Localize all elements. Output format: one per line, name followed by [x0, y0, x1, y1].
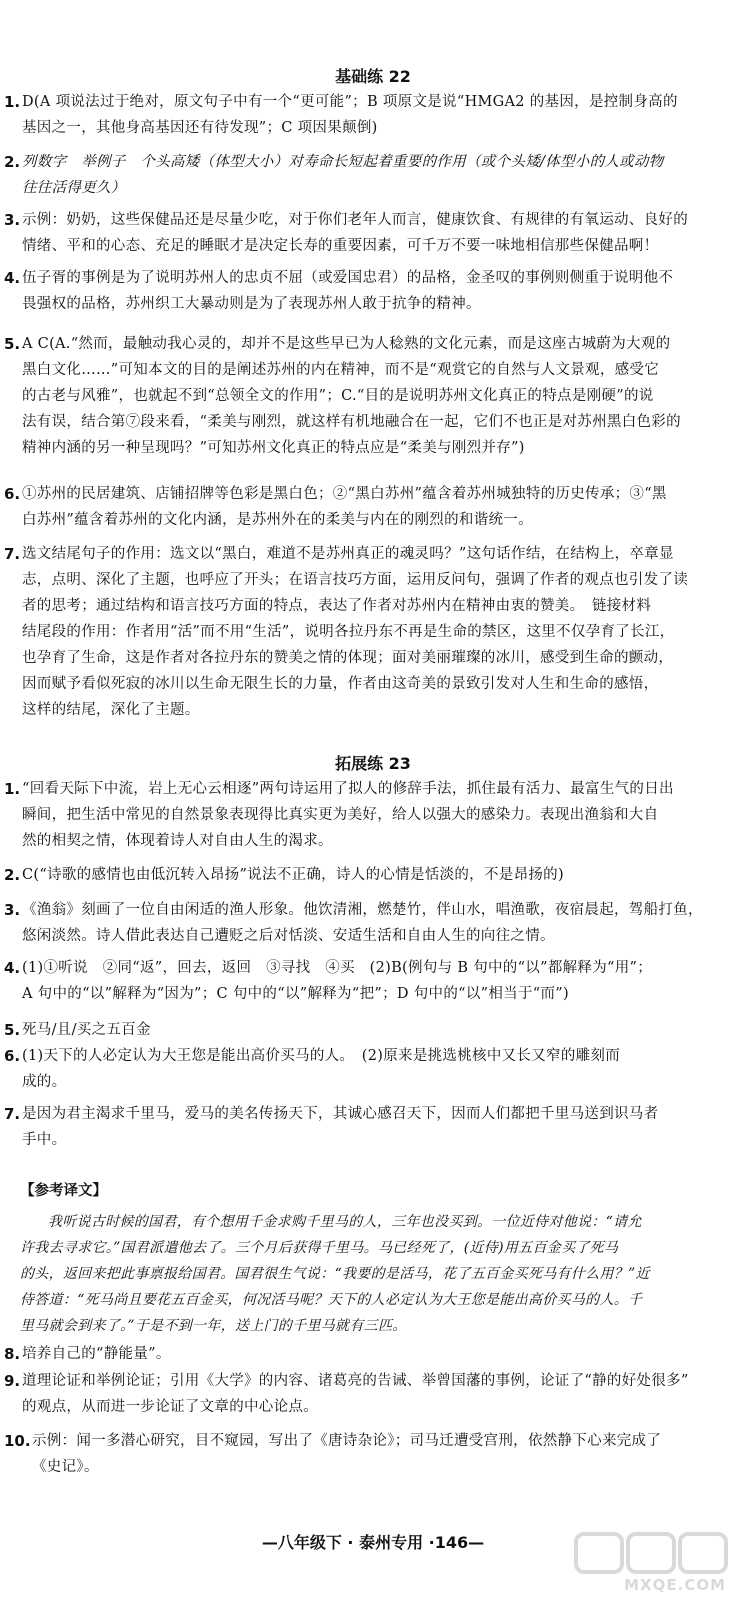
- answer-line: 这样的结尾，深化了主题。: [22, 702, 200, 718]
- section-title-basic-22: 基础练 22: [335, 67, 411, 86]
- answer-line: A C(A.“然而，最触动我心灵的，却并不是这些早已为人稔熟的文化元素，而是这座古城蔚为大观的: [22, 336, 671, 352]
- answer-item: [4, 207, 734, 259]
- answer-number: 4.: [4, 959, 21, 977]
- reference-translation-heading: 【参考译文】: [20, 1183, 107, 1199]
- answer-number: 2.: [4, 153, 21, 171]
- answer-item: [4, 1368, 734, 1420]
- answer-line: (1)①听说 ②同“返”，回去，返回 ③寻找 ④买 (2)B(例句与 B 句中的“以”都解释为“用”；: [22, 960, 653, 976]
- answer-line: 死马/且/买之五百金: [22, 1022, 151, 1038]
- answer-item: [4, 1101, 734, 1153]
- answer-line: (1)天下的人必定认为大王您是能出高价买马的人。 (2)原来是挑选桃核中又长又窄的雕刻而: [22, 1048, 621, 1064]
- answer-number: 5.: [4, 1021, 21, 1039]
- answer-line: 因而赋予看似死寂的冰川以生命无限生长的力量，作者由这奇美的景致引发对人生和生命的感悟，: [22, 676, 659, 692]
- answer-line: 白苏州”蕴含着苏州的文化内涵，是苏州外在的柔美与内在的刚烈的和谐统一。: [22, 512, 533, 528]
- answer-line: 成的。: [22, 1074, 67, 1090]
- answer-line: 选文结尾句子的作用：选文以“黑白，难道不是苏州真正的魂灵吗？”这句话作结，在结构上，卒章显: [22, 546, 674, 562]
- reference-line: 我听说古时候的国君，有个想用千金求购千里马的人，三年也没买到。一位近侍对他说：“请允: [48, 1214, 642, 1230]
- answer-item: [4, 89, 734, 141]
- answer-line: 是因为君主渴求千里马，爱马的美名传扬天下，其诚心感召天下，因而人们都把千里马送到识马者: [22, 1106, 659, 1122]
- watermark-logo-icon: [572, 1532, 732, 1576]
- answer-number: 5.: [4, 335, 21, 353]
- reference-line: 的头，返回来把此事禀报给国君。国君很生气说：“我要的是活马，花了五百金买死马有什么用？”近: [20, 1266, 650, 1282]
- section-title-extend-23: 拓展练 23: [335, 754, 411, 773]
- answer-line: 的古老与风雅”，也就起不到“总领全文的作用”；C.“目的是说明苏州文化真正的特点是刚硬”的说: [22, 388, 654, 404]
- answer-line: 者的思考；通过结构和语言技巧方面的特点，表达了作者对苏州内在精神由衷的赞美。 链接材料: [22, 598, 652, 614]
- answer-item: [4, 1341, 734, 1367]
- answer-item: [4, 1043, 734, 1095]
- answer-number: 1.: [4, 780, 21, 798]
- answer-line: 志，点明、深化了主题，也呼应了开头；在语言技巧方面，运用反问句，强调了作者的观点也引发了读: [22, 572, 688, 588]
- answer-line: 道理论证和举例论证；引用《大学》的内容、诸葛亮的告诫、举曾国藩的事例，论证了“静的好处很多”: [22, 1373, 689, 1389]
- answer-item: [4, 481, 734, 533]
- answer-line: D(A 项说法过于绝对，原文句子中有一个“更可能”；B 项原文是说“HMGA2 的基因，是控制身高的: [22, 94, 678, 110]
- answer-line: C(“诗歌的感情也由低沉转入昂扬”说法不正确，诗人的心情是恬淡的，不是昂扬的): [22, 867, 564, 883]
- answer-number: 9.: [4, 1372, 21, 1390]
- watermark-text: MXQE.COM: [624, 1576, 726, 1594]
- answer-line: 列数字 举例子 个头高矮（体型大小）对寿命长短起着重要的作用（或个头矮/体型小的人或动物: [22, 154, 664, 170]
- answer-line: 伍子胥的事例是为了说明苏州人的忠贞不屈（或爱国忠君）的品格，金圣叹的事例则侧重于说明他不: [22, 270, 674, 286]
- answer-line: 的观点，从而进一步论证了文章的中心论点。: [22, 1399, 318, 1415]
- answer-number: 3.: [4, 901, 21, 919]
- reference-line: 侍答道：“死马尚且要花五百金买，何况活马呢？天下的人必定认为大王您是能出高价买马的人。千: [20, 1292, 643, 1308]
- answer-line: 悠闲淡然。诗人借此表达自己遭贬之后对恬淡、安适生活和自由人生的向往之情。: [22, 928, 555, 944]
- answer-item: [4, 1017, 734, 1043]
- answer-item: [4, 331, 734, 461]
- reference-line: 许我去寻求它。”国君派遣他去了。三个月后获得千里马。马已经死了，(近侍)用五百金买了死马: [20, 1240, 619, 1256]
- answer-line: 往往活得更久）: [22, 180, 126, 196]
- reference-translation: [20, 1209, 734, 1339]
- answer-line: 精神内涵的另一种呈现吗？”可知苏州文化真正的特点应是“柔美与刚烈并存”): [22, 440, 525, 456]
- answer-line: A 句中的“以”解释为“因为”；C 句中的“以”解释为“把”；D 句中的“以”相当于“而”): [22, 986, 569, 1002]
- answer-line: 然的相契之情，体现着诗人对自由人生的渴求。: [22, 833, 333, 849]
- answer-item: [4, 897, 734, 949]
- answer-line: 结尾段的作用：作者用“活”而不用“生活”，说明各拉丹东不再是生命的禁区，这里不仅孕育了长江，: [22, 624, 675, 640]
- answer-number: 6.: [4, 485, 21, 503]
- answer-line: 基因之一，其他身高基因还有待发现”；C 项因果颠倒): [22, 120, 378, 136]
- watermark-logo: [572, 1532, 732, 1594]
- reference-line: 里马就会到来了。”于是不到一年，送上门的千里马就有三匹。: [20, 1318, 407, 1334]
- answer-item: [4, 149, 734, 201]
- answer-item: [4, 265, 734, 317]
- answer-line: “回看天际下中流，岩上无心云相逐”两句诗运用了拟人的修辞手法，抓住最有活力、最富生气的日出: [22, 781, 674, 797]
- answer-line: 畏强权的品格，苏州织工大暴动则是为了表现苏州人敢于抗争的精神。: [22, 296, 481, 312]
- answer-item: [4, 1428, 734, 1480]
- answer-line: 培养自己的“静能量”。: [22, 1346, 171, 1362]
- answer-number: 6.: [4, 1047, 21, 1065]
- answer-number: 10.: [4, 1432, 31, 1450]
- page-footer: —八年级下 · 泰州专用 ·146—: [261, 1533, 485, 1552]
- answer-line: 法有误，结合第⑦段来看，“柔美与刚烈，就这样有机地融合在一起，它们不也正是对苏州黑白色彩的: [22, 414, 681, 430]
- answer-number: 7.: [4, 1105, 21, 1123]
- answer-item: [4, 776, 734, 854]
- answer-line: 也孕育了生命，这是作者对各拉丹东的赞美之情的体现；面对美丽璀璨的冰川，感受到生命的颤动，: [22, 650, 674, 666]
- answer-number: 1.: [4, 93, 21, 111]
- answer-item: [4, 862, 734, 888]
- answer-line: 示例：奶奶，这些保健品还是尽量少吃，对于你们老年人而言，健康饮食、有规律的有氧运动、良好的: [22, 212, 688, 228]
- answer-line: 黑白文化……”可知本文的目的是阐述苏州的内在精神，而不是“观赏它的自然与人文景观，感受它: [22, 362, 660, 378]
- answer-number: 7.: [4, 545, 21, 563]
- answer-line: 《史记》。: [32, 1459, 99, 1475]
- answer-line: 手中。: [22, 1132, 67, 1148]
- answer-number: 8.: [4, 1345, 21, 1363]
- answer-line: 情绪、平和的心态、充足的睡眠才是决定长寿的重要因素，可千万不要一味地相信那些保健品啊！: [22, 238, 659, 254]
- answer-item: [4, 955, 734, 1007]
- answer-number: 2.: [4, 866, 21, 884]
- answer-line: 瞬间，把生活中常见的自然景象表现得比真实更为美好，给人以强大的感染力。表现出渔翁和大自: [22, 807, 659, 823]
- answer-item: [4, 541, 734, 723]
- answer-number: 4.: [4, 269, 21, 287]
- answer-line: ①苏州的民居建筑、店铺招牌等色彩是黑白色；②“黑白苏州”蕴含着苏州城独特的历史传承；③“黑: [22, 486, 667, 502]
- answer-number: 3.: [4, 211, 21, 229]
- answer-line: 《渔翁》刻画了一位自由闲适的渔人形象。他饮清湘，燃楚竹，伴山水，唱渔歌，夜宿晨起，驾船打鱼，: [22, 902, 703, 918]
- answer-line: 示例：闻一多潜心研究，目不窥园，写出了《唐诗杂论》；司马迁遭受宫刑，依然静下心来完成了: [32, 1433, 662, 1449]
